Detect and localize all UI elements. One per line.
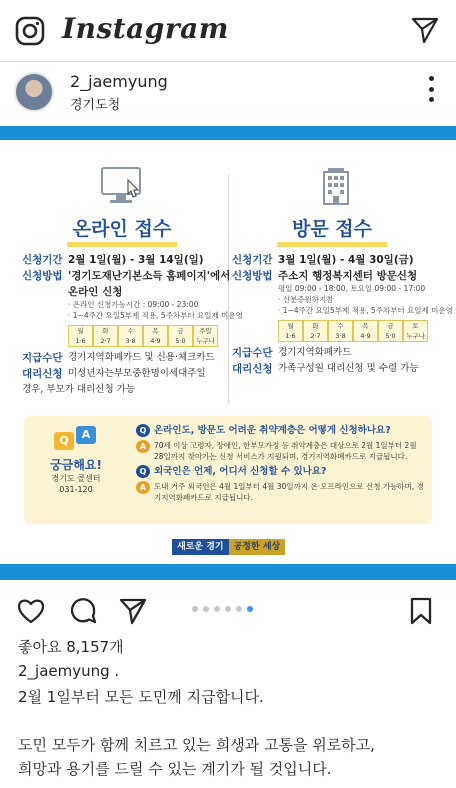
visit-method-row: [232, 269, 432, 283]
online-pay-key: 지급수단: [22, 352, 63, 364]
faq-list: [136, 424, 426, 506]
faq-question-1: Q 온라인도, 방문도 어려운 취약계층은 어떻게 신청하나요?: [136, 424, 426, 437]
online-sched-cell: 목 4·9: [143, 325, 168, 347]
visit-proxy-value: 가족구성원 대리신청 및 수령 가능: [278, 363, 419, 374]
poster-top-band: [0, 126, 456, 140]
share-icon[interactable]: [118, 596, 148, 626]
visit-pay-row: [232, 346, 432, 360]
online-method-value-1: '경기도재난기본소득 홈페이지'에서: [68, 270, 231, 282]
slogan-1: 새로운 경기: [172, 539, 229, 555]
online-method-value-2: 온라인 신청: [68, 286, 123, 298]
slogan-2: 공정한 세상: [229, 539, 286, 555]
q-badge-icon: Q: [136, 424, 150, 437]
faq-answer-1: A 70세 이상 고령자, 장애인, 한부모가정 등 취약계층은 대상으로 2월 1일부터 2월 28일까지 찾아가는 신청 서비스가 지원되며, 경기지역화폐카드로 지급됩니다.: [136, 440, 426, 462]
visit-title-highlight: [277, 242, 387, 247]
online-sched-cell: 화 2·7: [93, 325, 118, 347]
online-schedule: [68, 325, 222, 347]
post-header: [0, 62, 456, 126]
building-icon: [318, 166, 354, 206]
camera-icon[interactable]: [14, 15, 46, 47]
bookmark-icon[interactable]: [406, 596, 436, 626]
poster-divider: [228, 174, 229, 404]
faq-question-2: Q 외국인은 언제, 어디서 신청할 수 있나요?: [136, 465, 426, 478]
carousel-dot: [214, 606, 220, 612]
online-method-key: 신청방법: [22, 270, 63, 282]
carousel-dot: [236, 606, 242, 612]
online-note-1: · 온라인 신청가능시간 : 09:00 - 23:00: [68, 300, 199, 309]
visit-sched-cell: 화 2·7: [303, 320, 328, 342]
online-column: [22, 166, 243, 397]
likes-count[interactable]: 좋아요 8,157개: [18, 638, 124, 656]
visit-note-2: · 신분증원하지참: [278, 295, 334, 304]
caption-username[interactable]: 2_jaemyung .: [18, 662, 120, 680]
post-location[interactable]: 경기도청: [70, 98, 121, 113]
carousel-indicator: [192, 606, 253, 612]
online-sched-cell: 수 3·8: [118, 325, 143, 347]
post-image[interactable]: [0, 126, 456, 584]
a-badge-icon: A: [136, 481, 150, 494]
avatar[interactable]: [14, 72, 54, 112]
online-sched-cell: 금 5·0: [168, 325, 193, 347]
poster-bottom-band: [0, 564, 456, 580]
visit-sched-cell: 토 누구나: [403, 320, 428, 342]
poster-slogan: [172, 539, 285, 555]
faq-box: [24, 416, 432, 524]
top-navigation-bar: [0, 0, 456, 62]
carousel-dot: [225, 606, 231, 612]
visit-pay-value: 경기지역화폐카드: [278, 347, 352, 358]
faq-answer-2: A 도내 거주 외국인은 4월 1일부터 4월 30일까지 온·오프라인으로 신청 가능하며, 경기지역화폐카드로 지급됩니다.: [136, 481, 426, 503]
online-method-row: [22, 269, 231, 283]
monitor-icon: [98, 166, 146, 206]
caption-line-2: 도민 모두가 함께 치르고 있는 희생과 고통을 위로하고,: [18, 736, 375, 754]
visit-pay-key: 지급수단: [232, 347, 273, 359]
callcenter-block: [34, 424, 118, 495]
online-proxy-row-2: [22, 383, 222, 397]
faq-heading: 궁금해요!: [50, 458, 102, 472]
q-badge-icon: Q: [136, 465, 150, 478]
visit-sched-cell: 월 1·6: [278, 320, 303, 342]
online-title: 온라인 접수: [72, 218, 172, 240]
comment-icon[interactable]: [68, 596, 98, 626]
visit-proxy-key: 대리신청: [232, 363, 273, 375]
visit-note-1: 평일 09:00 - 18:00, 토요일 09:00 - 17:00: [278, 284, 426, 293]
visit-title: 방문 접수: [291, 218, 373, 240]
online-pay-value: 경기지역화폐카드 및 신용·체크카드: [68, 352, 215, 363]
online-note-2: · 1~4주간 요일5부제 적용, 5주차부터 요일제 미운영: [68, 311, 243, 320]
online-proxy-key: 대리신청: [22, 368, 63, 380]
visit-note-3: · 1~4주간 요일5부제 적용, 5주차부터 요일제 미운영: [278, 306, 453, 315]
carousel-dot: [192, 606, 198, 612]
visit-schedule: [278, 320, 432, 342]
visit-sched-cell: 목 4·9: [353, 320, 378, 342]
visit-sched-cell: 금 5·0: [378, 320, 403, 342]
callcenter-phone: 031-120: [59, 485, 93, 494]
online-proxy-row: [22, 367, 222, 381]
more-icon[interactable]: [428, 76, 434, 102]
callcenter-name: 경기도 콜센터: [51, 474, 101, 483]
carousel-dot-active: [247, 606, 253, 612]
visit-period-row: [232, 253, 432, 267]
visit-method-key: 신청방법: [232, 270, 273, 282]
visit-method-value: 주소지 행정복지센터 방문신청: [278, 270, 418, 282]
a-badge-icon: A: [136, 440, 150, 453]
post-actions: [0, 584, 456, 634]
online-method-row-2: [22, 285, 222, 299]
online-period-value: 2월 1일(월) - 3월 14일(일): [68, 254, 204, 266]
online-title-highlight: [67, 242, 177, 247]
visit-sched-cell: 수 3·8: [328, 320, 353, 342]
send-icon[interactable]: [410, 15, 440, 45]
online-period-key: 신청기간: [22, 254, 63, 266]
visit-period-key: 신청기간: [232, 254, 273, 266]
carousel-dot: [203, 606, 209, 612]
caption-line-1: 2월 1일부터 모든 도민께 지급합니다.: [18, 688, 264, 706]
chat-bubble-icon: Q A: [52, 426, 100, 452]
online-sched-cell: 월 1·6: [68, 325, 93, 347]
post-username[interactable]: 2_jaemyung: [70, 72, 168, 91]
heart-icon[interactable]: [16, 596, 46, 626]
caption-line-3: 희망과 용기를 드릴 수 있는 계기가 될 것입니다.: [18, 760, 332, 778]
visit-column: [232, 166, 453, 376]
online-proxy-value-1: 미성년자는부모중한명이세대주일: [68, 368, 206, 379]
online-period-row: [22, 253, 222, 267]
visit-proxy-row: [232, 362, 432, 376]
online-pay-row: [22, 351, 222, 365]
online-sched-cell: 주말 누구나: [193, 325, 218, 347]
online-proxy-value-2: 경우, 부모가 대리신청 가능: [22, 384, 136, 395]
visit-period-value: 3월 1일(월) - 4월 30일(금): [278, 254, 414, 266]
instagram-logo[interactable]: Instagram: [62, 12, 229, 45]
